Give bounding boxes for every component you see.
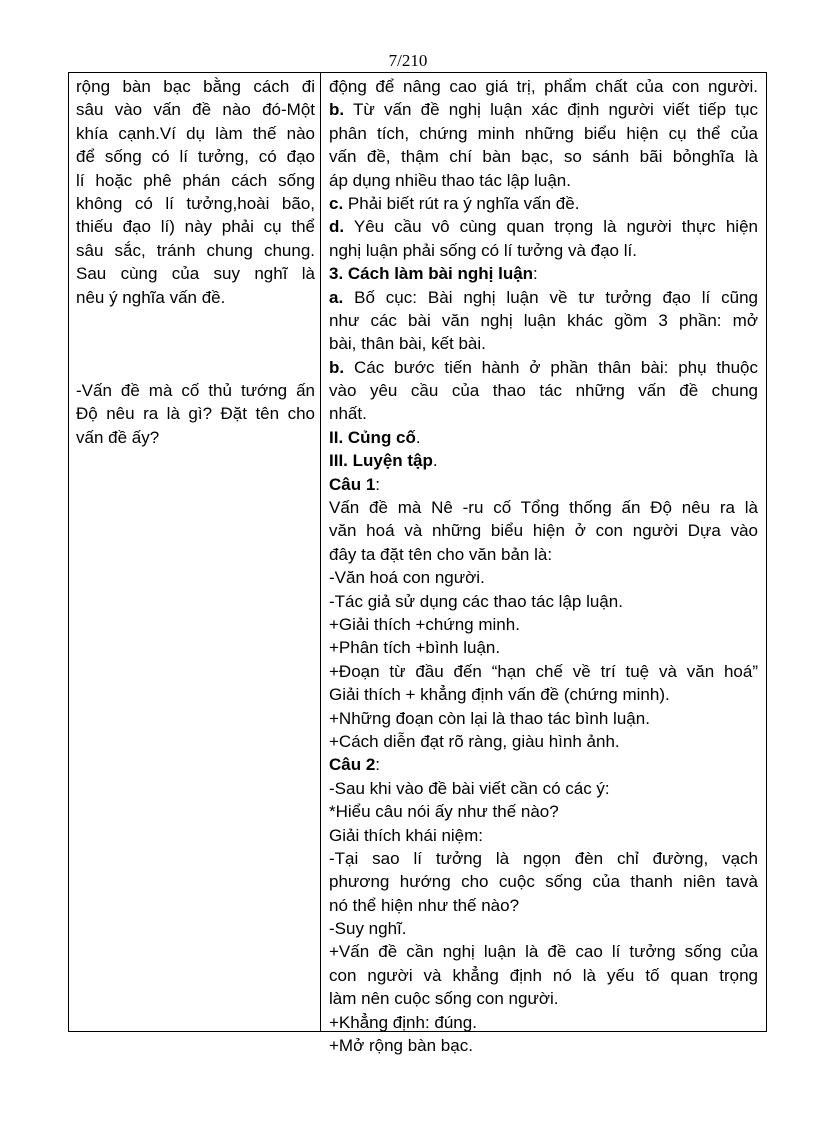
line-text: -Tác giả sử dụng các thao tác lập luận. bbox=[329, 591, 623, 611]
bold-label: Câu 1 bbox=[329, 474, 376, 494]
text-line bbox=[329, 192, 758, 215]
text-line bbox=[329, 824, 758, 847]
bold-label: b. bbox=[329, 357, 345, 377]
line-text: +Khẳng định: đúng. bbox=[329, 1012, 477, 1032]
text-line bbox=[329, 215, 758, 238]
text-line bbox=[329, 519, 758, 542]
text-line bbox=[329, 800, 758, 823]
bold-label: b. bbox=[329, 100, 345, 120]
text-line bbox=[329, 122, 758, 145]
line-text: -Vấn đề mà cố thủ tướng ấn bbox=[76, 381, 315, 401]
bold-label: d. bbox=[329, 217, 345, 237]
text-line bbox=[329, 940, 758, 963]
spacer bbox=[76, 309, 315, 332]
text-line bbox=[329, 332, 758, 355]
text-line bbox=[329, 98, 758, 121]
bold-label: c. bbox=[329, 193, 344, 213]
right-column bbox=[321, 73, 766, 1056]
text-line bbox=[329, 613, 758, 636]
text-line bbox=[329, 145, 758, 168]
text-line bbox=[329, 286, 758, 309]
left-column bbox=[69, 73, 321, 1031]
line-text: không có lí tưởng,hoài bão, bbox=[76, 193, 315, 213]
line-text: -Văn hoá con người. bbox=[329, 568, 485, 588]
spacer bbox=[76, 356, 315, 379]
text-line bbox=[76, 262, 315, 285]
text-line bbox=[329, 987, 758, 1010]
line-text: đây ta đặt tên cho văn bản là: bbox=[329, 544, 553, 564]
line-text: lí hoặc phê phán cách sống bbox=[76, 170, 315, 190]
line-text: Độ nêu ra là gì? Đặt tên cho bbox=[76, 404, 315, 424]
text-line bbox=[76, 402, 315, 425]
text-line bbox=[329, 543, 758, 566]
line-text: -Suy nghĩ. bbox=[329, 919, 407, 939]
line-text: thiếu đạo lí) này phải cụ thể bbox=[76, 217, 315, 237]
line-text: khía cạnh.Ví dụ làm thế nào bbox=[76, 123, 315, 143]
text-line bbox=[76, 286, 315, 309]
line-text: văn hoá và những biểu hiện ở con người Dựa vào bbox=[329, 521, 758, 541]
line-text: : bbox=[375, 474, 381, 494]
text-line bbox=[329, 379, 758, 402]
line-text: vào yêu cầu của thao tác những vấn đề chung bbox=[329, 381, 758, 401]
line-text: sâu sắc, tránh chung chung. bbox=[76, 240, 315, 260]
text-line bbox=[329, 75, 758, 98]
line-text: +Mở rộng bàn bạc. bbox=[329, 1036, 473, 1056]
text-line bbox=[329, 402, 758, 425]
content-table bbox=[68, 72, 767, 1056]
spacer bbox=[76, 332, 315, 355]
text-line bbox=[329, 660, 758, 683]
bold-label: III. Luyện tập bbox=[329, 451, 433, 471]
line-text: làm nên cuộc sống con người. bbox=[329, 989, 559, 1009]
text-line bbox=[329, 356, 758, 379]
line-text: . bbox=[432, 451, 438, 471]
page-number: 7/210 bbox=[388, 51, 428, 70]
line-text: động để nâng cao giá trị, phẩm chất của con người. bbox=[329, 77, 758, 96]
text-line bbox=[76, 192, 315, 215]
text-line bbox=[76, 215, 315, 238]
text-line bbox=[76, 122, 315, 145]
line-text: Từ vấn đề nghị luận xác định người viết tiếp tục bbox=[344, 100, 758, 120]
text-line bbox=[329, 730, 758, 753]
line-text: Yêu cầu vô cùng quan trọng là người thực hiện bbox=[344, 217, 758, 237]
line-text: như các bài văn nghị luận khác gồm 3 phần: mở bbox=[329, 310, 758, 330]
line-text: +Giải thích +chứng minh. bbox=[329, 614, 520, 634]
text-line bbox=[329, 262, 758, 285]
text-line bbox=[329, 426, 758, 449]
text-line bbox=[329, 309, 758, 332]
text-line bbox=[329, 894, 758, 917]
text-line bbox=[329, 683, 758, 706]
line-text: áp dụng nhiều thao tác lập luận. bbox=[329, 170, 571, 190]
line-text: . bbox=[415, 427, 421, 447]
bold-label: 3. Cách làm bài nghị luận bbox=[329, 264, 534, 284]
bold-label: a. bbox=[329, 287, 344, 307]
bold-label: Câu 2 bbox=[329, 755, 376, 775]
line-text: +Cách diễn đạt rõ ràng, giàu hình ảnh. bbox=[329, 731, 620, 751]
bold-label: II. Củng cố bbox=[329, 427, 416, 447]
text-line bbox=[329, 753, 758, 776]
text-line bbox=[329, 590, 758, 613]
line-text: nghị luận phải sống có lí tưởng và đạo lí. bbox=[329, 240, 637, 260]
text-line bbox=[329, 566, 758, 589]
line-text: -Tại sao lí tưởng là ngọn đèn chỉ đường, vạch bbox=[329, 848, 758, 868]
text-line bbox=[329, 870, 758, 893]
line-text: Phải biết rút ra ý nghĩa vấn đề. bbox=[343, 193, 580, 213]
line-text: +Đoạn từ đầu đến “hạn chế về trí tuệ và văn hoá” bbox=[329, 661, 758, 681]
line-text: vấn đề, thậm chí bàn bạc, so sánh bãi bỏnghĩa là bbox=[329, 147, 758, 167]
line-text: con người và khẳng định nó là yếu tố quan trọng bbox=[329, 965, 758, 985]
line-text: rộng bàn bạc bằng cách đi bbox=[76, 77, 315, 96]
line-text: +Vấn đề cần nghị luận là đề cao lí tưởng sống của bbox=[329, 942, 758, 962]
line-text: bài, thân bài, kết bài. bbox=[329, 334, 486, 354]
line-text: Sau cùng của suy nghĩ là bbox=[76, 264, 315, 284]
text-line bbox=[329, 1011, 758, 1034]
text-line bbox=[329, 496, 758, 519]
text-line bbox=[329, 449, 758, 472]
line-text: nhất. bbox=[329, 404, 367, 424]
text-line bbox=[329, 636, 758, 659]
line-text: +Phân tích +bình luận. bbox=[329, 638, 501, 658]
text-line bbox=[329, 1034, 758, 1057]
text-line bbox=[329, 777, 758, 800]
text-line bbox=[329, 169, 758, 192]
line-text: Giải thích khái niệm: bbox=[329, 825, 484, 845]
line-text: Bố cục: Bài nghị luận về tư tưởng đạo lí cũng bbox=[343, 287, 758, 307]
line-text: -Sau khi vào đề bài viết cần có các ý: bbox=[329, 778, 610, 798]
text-line bbox=[329, 847, 758, 870]
line-text: vấn đề ấy? bbox=[76, 427, 160, 447]
line-text: : bbox=[533, 264, 538, 284]
text-line bbox=[329, 473, 758, 496]
line-text: để sống có lí tưởng, có đạo bbox=[76, 147, 315, 167]
text-line bbox=[76, 75, 315, 98]
line-text: *Hiểu câu nói ấy như thế nào? bbox=[329, 802, 559, 822]
line-text: Giải thích + khẳng định vấn đề (chứng minh). bbox=[329, 685, 670, 705]
line-text: sâu vào vấn đề nào đó-Một bbox=[76, 100, 315, 120]
text-line bbox=[76, 169, 315, 192]
text-line bbox=[76, 145, 315, 168]
text-line bbox=[76, 426, 315, 449]
line-text: phương hướng cho cuộc sống của thanh niên tavà bbox=[329, 872, 758, 892]
text-line bbox=[329, 707, 758, 730]
line-text: phân tích, chứng minh những biểu hiện cụ thể của bbox=[329, 123, 758, 143]
line-text: Vấn đề mà Nê -ru cố Tổng thống ấn Độ nêu ra là bbox=[329, 498, 758, 518]
text-line bbox=[329, 964, 758, 987]
text-line bbox=[76, 239, 315, 262]
line-text: nó thể hiện như thế nào? bbox=[329, 895, 520, 915]
text-line bbox=[329, 917, 758, 940]
line-text: Các bước tiến hành ở phần thân bài: phụ thuộc bbox=[344, 357, 758, 377]
line-text: : bbox=[375, 755, 381, 775]
text-line bbox=[76, 98, 315, 121]
text-line bbox=[329, 239, 758, 262]
text-line bbox=[76, 379, 315, 402]
line-text: nêu ý nghĩa vấn đề. bbox=[76, 287, 226, 307]
line-text: +Những đoạn còn lại là thao tác bình luận. bbox=[329, 708, 650, 728]
